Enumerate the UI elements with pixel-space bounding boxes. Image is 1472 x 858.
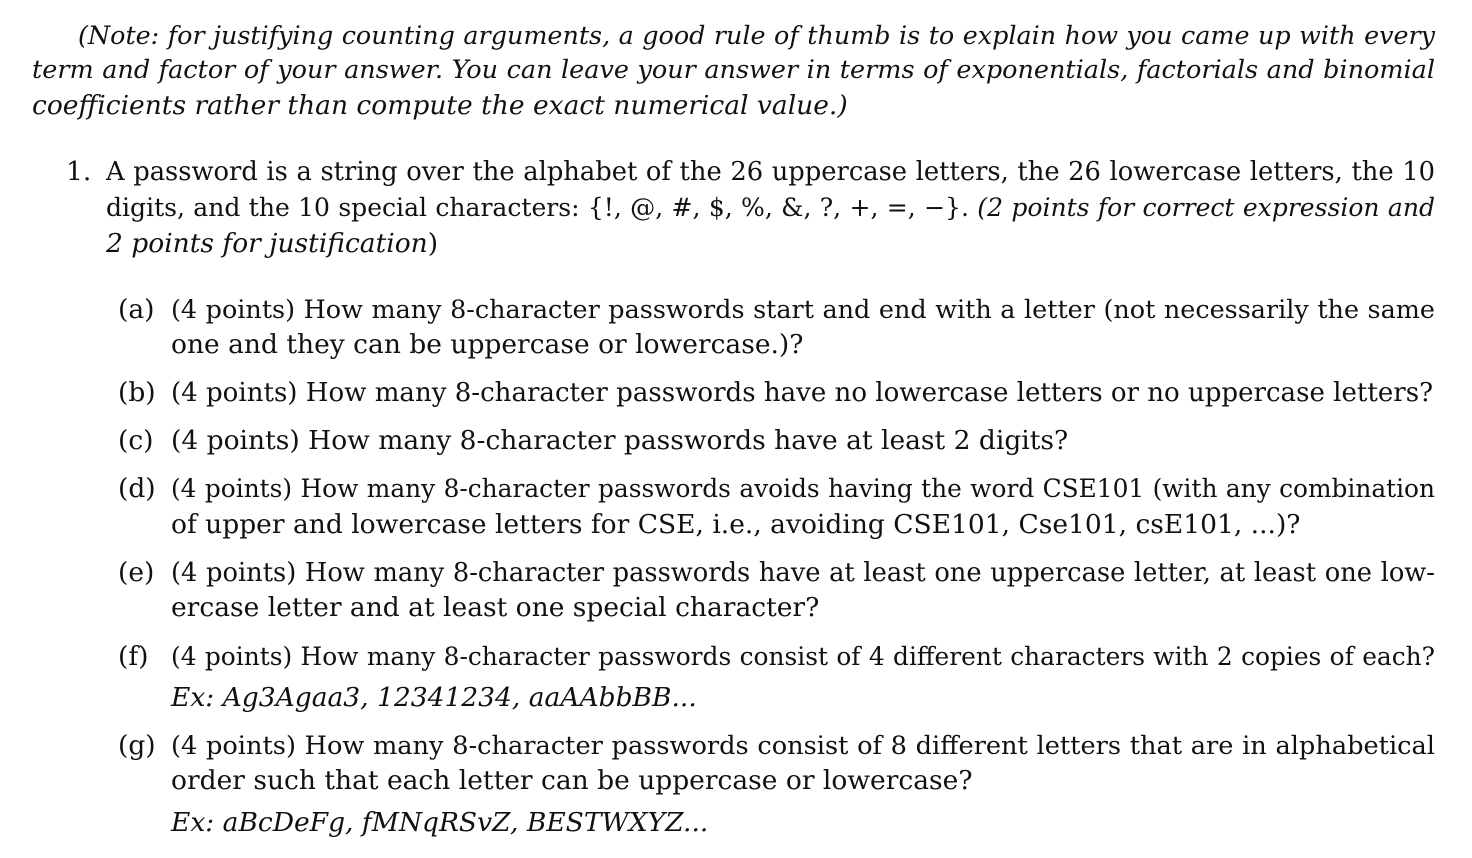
part-a-line-2: one and they can be uppercase or lowercase.)? (171, 329, 804, 360)
problem-line-2 (106, 191, 1435, 225)
part-d-line-1: (4 points) How many 8-character passwords avoids having the word CSE101 (with any combination (171, 474, 1435, 503)
part-g-example: Ex: aBcDeFg, fMNqRSvZ, BESTWXYZ... (171, 807, 709, 838)
part-label: (b) (118, 377, 156, 408)
part-f-line-1: (4 points) How many 8-character passwords consist of 4 different characters with 2 copies of each? (171, 642, 1435, 671)
part-label: (g) (118, 730, 156, 761)
part-label: (d) (118, 473, 156, 504)
problem-number: 1. (66, 156, 92, 187)
part-g-line-2: order such that each letter can be uppercase or lowercase? (171, 765, 973, 796)
part-label: (e) (118, 557, 155, 588)
part-label: (f) (118, 641, 149, 672)
note-line-3: coefficients rather than compute the exact numerical value.) (32, 90, 848, 121)
part-a-line-1: (4 points) How many 8-character passwords start and end with a letter (not necessarily the same (171, 295, 1435, 325)
part-e-line-1: (4 points) How many 8-character passwords have at least one uppercase letter, at least one low- (171, 558, 1435, 588)
part-e-line-2: ercase letter and at least one special character? (171, 592, 820, 623)
part-b-line-1: (4 points) How many 8-character passwords have no lowercase letters or no uppercase letters? (171, 378, 1434, 408)
problem-justification-note: 2 points for justification (106, 228, 428, 259)
problem-line-1: A password is a string over the alphabet of the 26 uppercase letters, the 26 lowercase letters, the 10 (106, 157, 1435, 187)
part-d-line-2: of upper and lowercase letters for CSE, i.e., avoiding CSE101, Cse101, csE101, ...)? (171, 509, 1301, 540)
part-c-line-1: (4 points) How many 8-character passwords have at least 2 digits? (171, 425, 1069, 456)
part-f-example: Ex: Ag3Agaa3, 12341234, aaAAbbBB... (171, 682, 697, 713)
part-label: (c) (118, 425, 154, 456)
problem-points-note: (2 points for correct expression and (977, 193, 1435, 222)
note-line-1: (Note: for justifying counting arguments, a good rule of thumb is to explain how you came up with every (78, 20, 1435, 50)
part-label: (a) (118, 294, 155, 325)
problem-alphabet-text: digits, and the 10 special characters: {!, @, #, $, %, &, ?, +, =, −}. (106, 193, 969, 222)
note-line-2: term and factor of your answer. You can leave your answer in terms of exponentials, factorials and binomial (32, 55, 1435, 85)
problem-close-paren: ) (427, 228, 439, 259)
problem-line-3 (106, 227, 438, 261)
part-g-line-1: (4 points) How many 8-character passwords consist of 8 different letters that are in alphabetical (171, 731, 1435, 761)
